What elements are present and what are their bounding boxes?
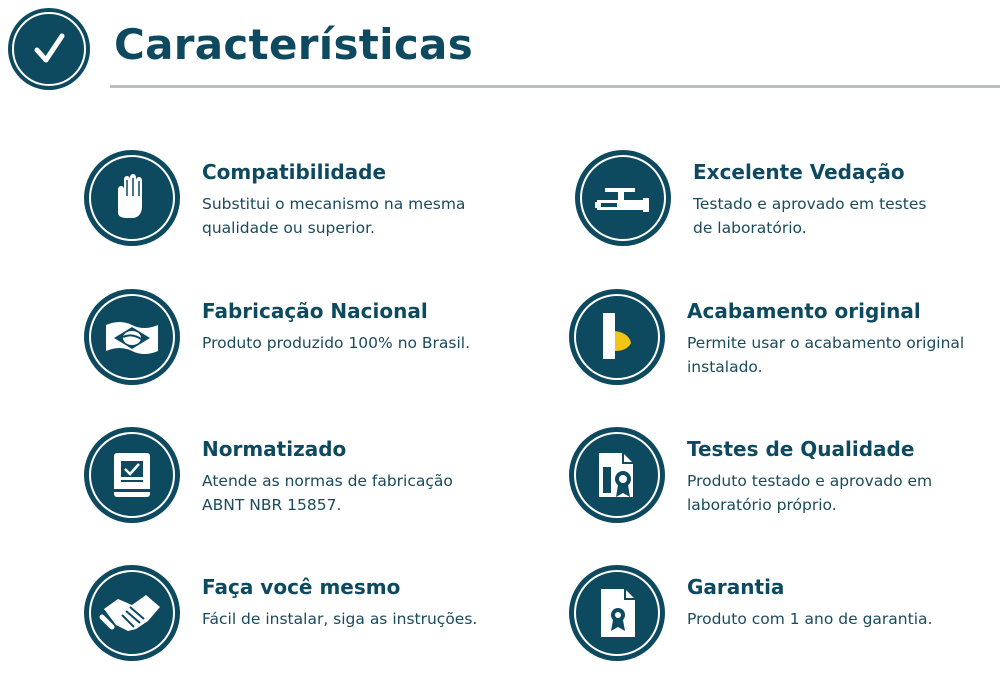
feature-warranty xyxy=(569,565,989,665)
feature-description xyxy=(687,331,987,379)
brazil-flag-icon xyxy=(84,289,180,385)
feature-title: Acabamento original xyxy=(687,299,921,323)
feature-description-line: ABNT NBR 15857. xyxy=(202,496,342,514)
feature-quality-tests xyxy=(569,427,989,527)
feature-description xyxy=(202,331,502,355)
feature-description-line: Permite usar o acabamento original xyxy=(687,334,965,352)
feature-description-line: qualidade ou superior. xyxy=(202,219,375,237)
feature-description xyxy=(687,607,987,631)
feature-description-line: Atende as normas de fabricação xyxy=(202,472,453,490)
feature-icon-badge xyxy=(569,289,665,385)
feature-title: Fabricação Nacional xyxy=(202,299,428,323)
feature-icon-badge xyxy=(575,150,671,246)
valve-pipe-icon xyxy=(575,150,671,246)
feature-title: Testes de Qualidade xyxy=(687,437,915,461)
feature-icon-badge xyxy=(84,427,180,523)
feature-description-line: Produto com 1 ano de garantia. xyxy=(687,610,933,628)
hand-icon xyxy=(84,150,180,246)
handshake-icon xyxy=(84,565,180,661)
feature-icon-badge xyxy=(569,427,665,523)
page-title: Características xyxy=(114,20,473,69)
feature-description xyxy=(202,469,502,517)
feature-description xyxy=(687,469,987,517)
feature-national-manufacturing xyxy=(84,289,504,389)
quality-certificate-icon xyxy=(569,427,665,523)
feature-title: Garantia xyxy=(687,575,785,599)
feature-description-line: de laboratório. xyxy=(693,219,807,237)
feature-description-line: Substitui o mecanismo na mesma xyxy=(202,195,466,213)
feature-description-line: instalado. xyxy=(687,358,763,376)
feature-title: Excelente Vedação xyxy=(693,160,905,184)
feature-title: Compatibilidade xyxy=(202,160,387,184)
feature-title: Normatizado xyxy=(202,437,347,461)
standards-book-icon xyxy=(84,427,180,523)
feature-icon-badge xyxy=(84,565,180,661)
feature-icon-badge xyxy=(84,150,180,246)
feature-description-line: Produto testado e aprovado em xyxy=(687,472,933,490)
finishing-knob-icon xyxy=(569,289,665,385)
warranty-document-icon xyxy=(569,565,665,661)
feature-description xyxy=(202,607,502,631)
feature-do-it-yourself xyxy=(84,565,504,665)
feature-sealing xyxy=(575,150,995,250)
feature-icon-badge xyxy=(84,289,180,385)
feature-description-line: Testado e aprovado em testes xyxy=(693,195,927,213)
feature-description xyxy=(202,192,502,240)
feature-description xyxy=(693,192,993,240)
feature-title: Faça você mesmo xyxy=(202,575,401,599)
feature-icon-badge xyxy=(569,565,665,661)
feature-description-line: Produto produzido 100% no Brasil. xyxy=(202,334,471,352)
feature-original-finish xyxy=(569,289,989,389)
feature-standardized xyxy=(84,427,504,527)
feature-description-line: Fácil de instalar, siga as instruções. xyxy=(202,610,478,628)
feature-description-line: laboratório próprio. xyxy=(687,496,837,514)
checkmark-badge xyxy=(8,8,90,90)
feature-compatibility xyxy=(84,150,504,250)
checkmark-icon xyxy=(8,8,90,90)
title-underline xyxy=(110,85,1000,88)
